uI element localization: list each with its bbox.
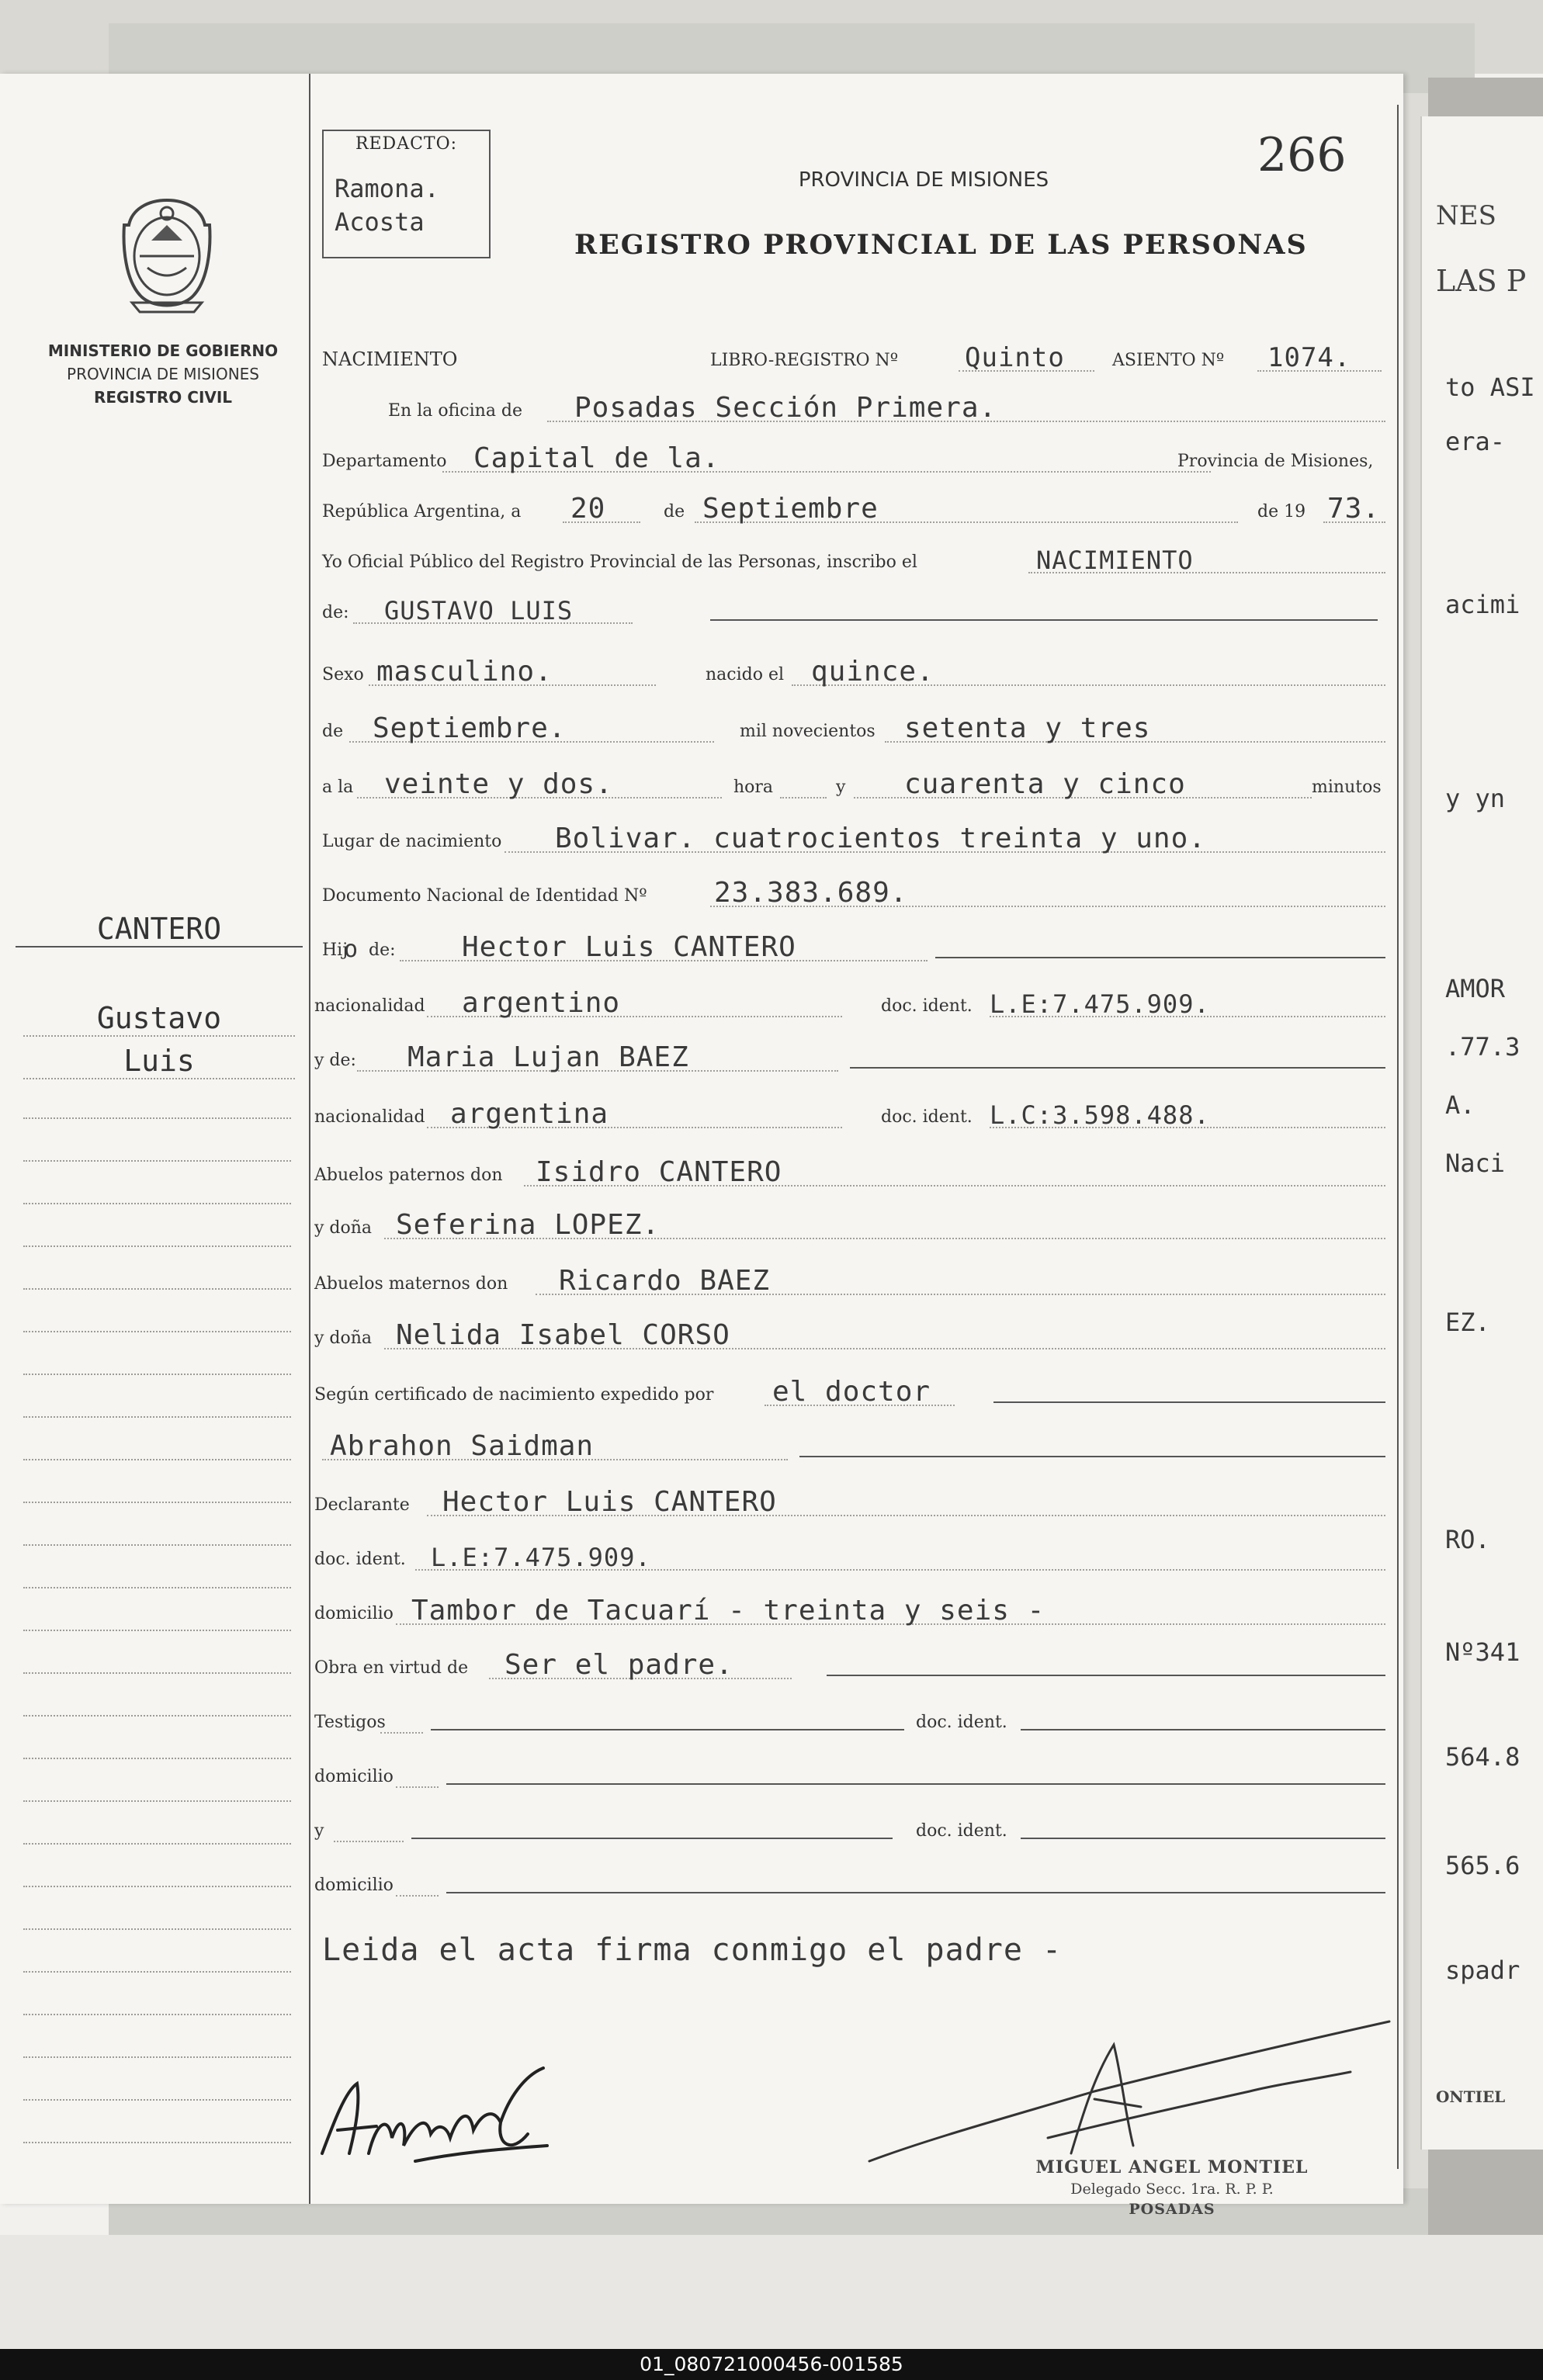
- certificado-solid-line: [993, 1401, 1385, 1403]
- padre-nac-value: argentino: [462, 987, 621, 1019]
- madre-nac-value: argentina: [450, 1098, 609, 1130]
- testigos-domicilio-line: [446, 1783, 1385, 1785]
- mil-label: mil novecientos: [740, 722, 876, 741]
- abuelos-paternos-label: Abuelos paternos don: [314, 1166, 503, 1185]
- provincia-label: Provincia de Misiones,: [1177, 452, 1374, 471]
- underpage-fragment: .77.3: [1445, 1032, 1520, 1062]
- testigos-solid-line: [431, 1729, 904, 1730]
- libro-value: Quinto: [965, 342, 1065, 373]
- name-solid-line: [710, 619, 1378, 621]
- hijo-label: Hij: [322, 941, 348, 960]
- testigos-doc-line: [1021, 1729, 1385, 1730]
- margin-dotted-line: [23, 1374, 291, 1375]
- abuelo-paterno-value: Isidro CANTERO: [536, 1156, 782, 1188]
- padre-nac-row: [314, 975, 1385, 1022]
- testigo-2-domicilio-dotted: [396, 1895, 439, 1897]
- doctor-solid-line: [799, 1456, 1385, 1457]
- declarante-doc-label: doc. ident.: [314, 1550, 406, 1569]
- margin-dotted-line: [23, 2099, 291, 2101]
- abuelo-paterno-row: [314, 1145, 1385, 1191]
- closing-text: Leida el acta firma conmigo el padre -: [322, 1932, 1063, 1968]
- padre-row: [314, 920, 1385, 966]
- fecha-row: [314, 481, 1385, 528]
- hora-label: hora: [733, 778, 774, 797]
- name-value: GUSTAVO LUIS: [384, 596, 574, 625]
- registry-title: REGISTRO PROVINCIAL DE LAS PERSONAS: [574, 229, 1308, 261]
- padre-solid-line: [935, 957, 1385, 958]
- obra-label: Obra en virtud de: [314, 1658, 469, 1678]
- madre-solid-line: [850, 1067, 1385, 1069]
- abuelo-materno-value: Ricardo BAEZ: [559, 1265, 771, 1297]
- nacido-label: nacido el: [706, 665, 785, 684]
- underpage-fragment: spadr: [1445, 1956, 1520, 1985]
- declarante-doc-value: L.E:7.475.909.: [431, 1543, 651, 1572]
- ydona-label: y doña: [314, 1218, 373, 1238]
- testigos-dotted: [380, 1732, 423, 1734]
- underpage-fragment: to ASI: [1445, 372, 1535, 402]
- inscribo-value: NACIMIENTO: [1036, 546, 1194, 575]
- min-label: minutos: [1312, 778, 1382, 797]
- doctor-row: [314, 1419, 1385, 1465]
- margin-dotted-line: [23, 2014, 291, 2015]
- stamp-name: MIGUEL ANGEL MONTIEL: [1035, 2157, 1309, 2177]
- underpage-fragment: A.: [1445, 1090, 1475, 1120]
- madre-value: Maria Lujan BAEZ: [407, 1041, 689, 1073]
- margin-dotted-line: [23, 1203, 291, 1204]
- yde-label: y de:: [314, 1051, 356, 1070]
- libro-label: LIBRO-REGISTRO Nº: [710, 351, 899, 370]
- margin-given-2: Luis: [123, 1044, 195, 1078]
- testigos-row: [314, 1692, 1385, 1738]
- margin-dotted-line: [23, 1544, 291, 1546]
- ministry-title: MINISTERIO DE GOBIERNO: [47, 341, 279, 360]
- certificado-row: [314, 1364, 1385, 1411]
- madre-doc-label: doc. ident.: [881, 1107, 973, 1127]
- margin-given-1: Gustavo: [96, 1001, 222, 1035]
- underlying-page: [1420, 116, 1543, 2150]
- padre-doc-label: doc. ident.: [881, 996, 973, 1016]
- underpage-fragment: 565.6: [1445, 1851, 1520, 1880]
- name-row: [314, 582, 1385, 629]
- record-type: NACIMIENTO: [322, 348, 458, 370]
- abuela-paterna-row: [314, 1197, 1385, 1244]
- madre-doc-value: L.C:3.598.488.: [990, 1100, 1210, 1130]
- page-number: 266: [1257, 128, 1347, 182]
- underpage-fragment: ONTIEL: [1436, 2087, 1506, 2106]
- declarante-row: [314, 1474, 1385, 1521]
- ministry-registry: REGISTRO CIVIL: [93, 388, 233, 407]
- province-title: PROVINCIA DE MISIONES: [798, 168, 1049, 192]
- mes-row: [314, 701, 1385, 747]
- abuelos-maternos-label: Abuelos maternos don: [314, 1274, 508, 1294]
- hijo-de-label: de:: [369, 941, 396, 960]
- underpage-fragment: EZ.: [1445, 1308, 1490, 1337]
- nacido-value: quince.: [811, 656, 934, 688]
- testigo-2-domicilio-line: [446, 1892, 1385, 1893]
- margin-dotted-line: [23, 1800, 291, 1802]
- redacto-name-2: Acosta: [335, 207, 425, 237]
- madre-row: [314, 1030, 1385, 1076]
- year-value: 73.: [1327, 493, 1381, 525]
- margin-dotted-line: [23, 1459, 291, 1460]
- y-label: y: [836, 778, 846, 797]
- testigos-domicilio-dotted: [396, 1786, 439, 1788]
- margin-dotted-line: [23, 1160, 291, 1162]
- ministry-block: [23, 339, 303, 409]
- redacto-label: REDACTO:: [355, 134, 458, 154]
- stamp-role: Delegado Secc. 1ra. R. P. P.: [1070, 2181, 1274, 2198]
- margin-dotted-line: [23, 1630, 291, 1631]
- testigo-2-row: [314, 1800, 1385, 1847]
- inscribo-row: [314, 532, 1385, 578]
- ydona-label: y doña: [314, 1329, 373, 1348]
- hijo-o: o: [344, 936, 359, 963]
- margin-dotted-line: [23, 1502, 291, 1503]
- obra-row: [314, 1637, 1385, 1684]
- ministry-province: PROVINCIA DE MISIONES: [67, 365, 259, 383]
- margin-dotted-line: [23, 1715, 291, 1717]
- margin-dotted-line: [23, 1971, 291, 1973]
- obra-value: Ser el padre.: [505, 1649, 733, 1681]
- image-caption: 01_080721000456-001585: [0, 2349, 1543, 2380]
- departamento-row: [314, 431, 1385, 477]
- asiento-label: ASIENTO Nº: [1112, 351, 1225, 370]
- day-value: 20: [570, 493, 606, 525]
- margin-dotted-line: [23, 1416, 291, 1418]
- margin-dotted-line: [23, 1928, 291, 1930]
- underpage-fragment: 564.8: [1445, 1742, 1520, 1772]
- register-page: [0, 74, 1403, 2218]
- oficina-value: Posadas Sección Primera.: [574, 392, 997, 424]
- margin-dotted-line: [23, 2142, 291, 2143]
- dni-row: [314, 865, 1385, 912]
- oficina-label: En la oficina de: [388, 401, 523, 421]
- lugar-value: Bolivar. cuatrocientos treinta y uno.: [555, 823, 1206, 854]
- domicilio-label: domicilio: [314, 1604, 394, 1623]
- testigo-2-domicilio-label: domicilio: [314, 1876, 394, 1895]
- underpage-fragment: Naci: [1445, 1148, 1506, 1178]
- coat-of-arms-icon: [109, 194, 225, 318]
- padre-nac-label: nacionalidad: [314, 996, 425, 1016]
- de-19-label: de 19: [1257, 502, 1306, 521]
- testigo-2-doc-label: doc. ident.: [916, 1821, 1007, 1841]
- testigos-label: Testigos: [314, 1713, 386, 1732]
- official-stamp: [993, 2157, 1351, 2218]
- underpage-fragment: NES: [1436, 200, 1496, 231]
- min-value: cuarenta y cinco: [904, 768, 1186, 800]
- declarante-doc-row: [314, 1529, 1385, 1575]
- margin-dotted-line: [23, 1758, 291, 1759]
- doctor-value: Abrahon Saidman: [330, 1430, 595, 1462]
- mes-label: de: [322, 722, 344, 741]
- domicilio-row: [314, 1583, 1385, 1630]
- margin-divider: [309, 74, 310, 2204]
- underpage-fragment: RO.: [1445, 1525, 1490, 1554]
- margin-surname: CANTERO: [96, 912, 222, 946]
- lugar-label: Lugar de nacimiento: [322, 832, 502, 851]
- margin-dotted-line: [23, 1587, 291, 1588]
- margin-dotted-line: [23, 2056, 291, 2058]
- testigo-2-dotted: [334, 1841, 404, 1842]
- margin-dotted-line: [23, 1117, 291, 1119]
- margin-dotted-line: [23, 1245, 291, 1247]
- testigo-2-solid-line: [411, 1838, 893, 1839]
- margin-surname-line: [16, 912, 303, 947]
- margin-given-line: [23, 1044, 295, 1079]
- departamento-label: Departamento: [322, 452, 447, 471]
- certificado-label: Según certificado de nacimiento expedido por: [314, 1385, 714, 1405]
- sexo-value: masculino.: [376, 656, 553, 688]
- anio-value: setenta y tres: [904, 712, 1151, 744]
- margin-dotted-line: [23, 1886, 291, 1887]
- redacto-name-1: Ramona.: [335, 174, 439, 203]
- de-name-label: de:: [322, 603, 349, 622]
- dni-value: 23.383.689.: [714, 877, 908, 909]
- underpage-fragment: era-: [1445, 427, 1506, 456]
- margin-dotted-line: [23, 1672, 291, 1674]
- sexo-label: Sexo: [322, 665, 364, 684]
- sexo-row: [314, 644, 1385, 691]
- obra-solid-line: [827, 1675, 1385, 1676]
- hora-sep-line: [780, 797, 827, 799]
- margin-dotted-line: [23, 1331, 291, 1332]
- declarante-value: Hector Luis CANTERO: [442, 1486, 777, 1518]
- padre-value: Hector Luis CANTERO: [462, 931, 796, 963]
- closing-row: [314, 1917, 1385, 1971]
- background-bottom: [0, 2235, 1543, 2349]
- underpage-fragment: y yn: [1445, 784, 1506, 813]
- margin-dotted-line: [23, 1843, 291, 1845]
- hora-row: [314, 757, 1385, 803]
- ala-label: a la: [322, 778, 354, 797]
- underpage-fragment: Nº341: [1445, 1637, 1520, 1667]
- testigo-2-doc-line: [1021, 1838, 1385, 1839]
- madre-nac-label: nacionalidad: [314, 1107, 425, 1127]
- domicilio-value: Tambor de Tacuarí - treinta y seis -: [411, 1595, 1045, 1627]
- padre-doc-value: L.E:7.475.909.: [990, 989, 1210, 1019]
- departamento-value: Capital de la.: [473, 442, 720, 474]
- lugar-row: [314, 811, 1385, 857]
- month-value: Septiembre: [702, 493, 879, 525]
- abuelo-materno-row: [314, 1253, 1385, 1300]
- margin-given-line: [23, 1001, 295, 1037]
- mes-value: Septiembre.: [373, 712, 567, 744]
- testigos-domicilio-label: domicilio: [314, 1767, 394, 1786]
- asiento-value: 1074.: [1267, 342, 1351, 373]
- testigos-doc-label: doc. ident.: [916, 1713, 1007, 1732]
- oficina-row: [314, 380, 1385, 427]
- record-header-row: [314, 330, 1385, 376]
- redacto-box: [322, 130, 491, 258]
- right-border: [1397, 105, 1399, 2169]
- abuela-materna-value: Nelida Isabel CORSO: [396, 1319, 730, 1351]
- abuela-materna-row: [314, 1308, 1385, 1354]
- declarant-signature-icon: [314, 2060, 570, 2177]
- certificado-value: el doctor: [772, 1376, 931, 1408]
- testigo-2-domicilio-row: [314, 1855, 1385, 1901]
- dni-label: Documento Nacional de Identidad Nº: [322, 886, 647, 906]
- testigos-domicilio-row: [314, 1746, 1385, 1793]
- underpage-fragment: acimi: [1445, 590, 1520, 619]
- hora-value: veinte y dos.: [384, 768, 613, 800]
- underpage-fragment: LAS P: [1436, 264, 1527, 298]
- de-label: de: [664, 502, 685, 521]
- madre-nac-row: [314, 1086, 1385, 1133]
- declarante-label: Declarante: [314, 1495, 410, 1515]
- y2-label: y: [314, 1821, 324, 1841]
- yo-label: Yo Oficial Público del Registro Provincial de las Personas, inscribo el: [322, 553, 917, 572]
- underpage-fragment: AMOR: [1445, 974, 1506, 1003]
- republica-label: República Argentina, a: [322, 502, 522, 521]
- margin-dotted-line: [23, 1288, 291, 1290]
- abuela-paterna-value: Seferina LOPEZ.: [396, 1209, 661, 1241]
- stamp-place: POSADAS: [1129, 2201, 1215, 2218]
